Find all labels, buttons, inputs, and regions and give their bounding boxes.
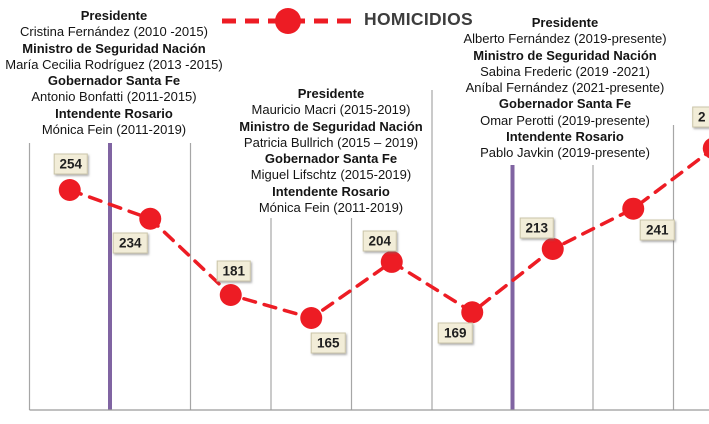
annotation-line: Omar Perotti (2019-presente)	[480, 112, 650, 128]
annotation-line: Ministro de Seguridad Nación	[239, 118, 423, 134]
data-label: 241	[640, 219, 675, 240]
data-point	[542, 238, 564, 260]
annotation-line: Patricia Bullrich (2015 – 2019)	[243, 134, 419, 150]
data-label: 213	[519, 217, 554, 238]
data-point	[381, 251, 403, 273]
data-point	[220, 284, 242, 306]
data-label: 204	[362, 230, 397, 251]
annotation-line: Mauricio Macri (2015-2019)	[251, 102, 411, 118]
data-point	[59, 179, 81, 201]
annotation-line: Mónica Fein (2011-2019)	[258, 200, 404, 216]
annotation-line: Gobernador Santa Fe	[264, 151, 398, 167]
annotation-line: Antonio Bonfatti (2011-2015)	[31, 89, 197, 105]
legend-label: HOMICIDIOS	[364, 9, 473, 29]
data-label: 181	[216, 260, 251, 281]
data-label: 254	[53, 154, 88, 175]
annotation-line: Pablo Javkin (2019-presente)	[480, 145, 650, 161]
annotation-line: Presidente	[80, 8, 148, 23]
data-label: 2	[692, 107, 709, 128]
data-point	[622, 198, 644, 220]
annotation-line: Miguel Lifschtz (2015-2019)	[250, 167, 412, 183]
annotation-block-macri-era	[239, 86, 422, 216]
annotation-line: Intendente Rosario	[272, 183, 390, 199]
annotation-line: Intendente Rosario	[506, 129, 624, 145]
annotation-line: Ministro de Seguridad Nación	[473, 47, 657, 63]
legend-dot-icon	[275, 8, 301, 34]
annotation-line: Presidente	[531, 15, 599, 30]
annotation-line: María Cecilia Rodríguez (2013 -2015)	[5, 56, 223, 72]
annotation-line: Aníbal Fernández (2021-presente)	[465, 80, 665, 96]
annotation-block-alberto-fernandez-era	[463, 15, 666, 162]
annotation-line: Cristina Fernández (2010 -2015)	[20, 24, 208, 40]
annotation-line: Sabina Frederic (2019 -2021)	[480, 63, 650, 79]
annotation-line: Ministro de Seguridad Nación	[22, 40, 206, 56]
data-label: 169	[438, 323, 473, 344]
annotation-line: Alberto Fernández (2019-presente)	[463, 31, 667, 47]
data-label: 165	[311, 332, 346, 353]
annotation-line: Presidente	[297, 86, 365, 101]
annotation-line: Gobernador Santa Fe	[498, 96, 632, 112]
annotation-line: Gobernador Santa Fe	[47, 73, 181, 89]
annotation-line: Mónica Fein (2011-2019)	[41, 122, 187, 138]
annotation-block-cristina-fernandez-era	[5, 8, 223, 138]
data-point	[461, 301, 483, 323]
data-point	[139, 208, 161, 230]
data-point	[300, 307, 322, 329]
annotation-line: Intendente Rosario	[55, 105, 173, 121]
data-label: 234	[113, 232, 148, 253]
